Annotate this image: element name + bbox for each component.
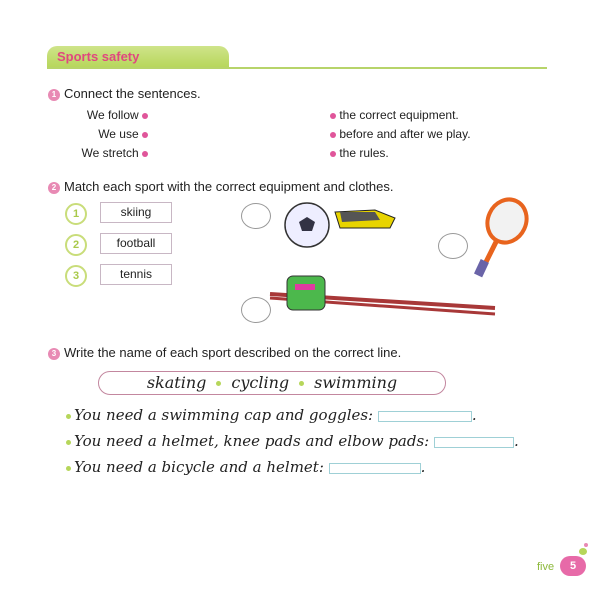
q1-number: 1 xyxy=(48,89,60,101)
sport-number-2: 2 xyxy=(65,234,87,256)
connect-dot[interactable] xyxy=(142,151,148,157)
q1-right-1[interactable]: the correct equipment. xyxy=(330,108,459,122)
answer-blank-1[interactable] xyxy=(378,411,472,422)
sport-box-skiing: skiing xyxy=(100,202,172,223)
q3-number: 3 xyxy=(48,348,60,360)
connect-dot[interactable] xyxy=(330,113,336,119)
q3-sentence-3: You need a bicycle and a helmet: . xyxy=(66,458,425,476)
q1-left-3[interactable]: We stretch xyxy=(38,146,148,160)
connect-dot[interactable] xyxy=(330,151,336,157)
page-title: Sports safety xyxy=(57,49,140,64)
sport-number-1: 1 xyxy=(65,203,87,225)
word-bank: skating cycling swimming xyxy=(98,371,446,395)
connect-dot[interactable] xyxy=(142,113,148,119)
sport-box-tennis: tennis xyxy=(100,264,172,285)
answer-oval-tennis[interactable] xyxy=(438,233,468,259)
answer-blank-2[interactable] xyxy=(434,437,514,448)
ski-boots-and-skis-icon xyxy=(265,270,505,320)
q1-right-3[interactable]: the rules. xyxy=(330,146,389,160)
answer-oval-football[interactable] xyxy=(241,203,271,229)
connect-dot[interactable] xyxy=(142,132,148,138)
football-and-boots-icon xyxy=(280,200,400,250)
q2-number: 2 xyxy=(48,182,60,194)
sport-number-3: 3 xyxy=(65,265,87,287)
decor-dot xyxy=(584,543,588,547)
q1-right-2[interactable]: before and after we play. xyxy=(330,127,471,141)
q1-left-2[interactable]: We use xyxy=(38,127,148,141)
sport-box-football: football xyxy=(100,233,172,254)
header-divider xyxy=(47,67,547,69)
page-word: five xyxy=(537,561,555,573)
q3-sentence-2: You need a helmet, knee pads and elbow pads: . xyxy=(66,432,519,450)
q1-title: 1 Connect the sentences. xyxy=(48,86,201,101)
q3-title: 3 Write the name of each sport described on the correct line. xyxy=(48,345,401,360)
q3-sentence-1: You need a swimming cap and goggles: . xyxy=(66,406,477,424)
decor-dot xyxy=(579,548,587,555)
q1-left-1[interactable]: We follow xyxy=(38,108,148,122)
q2-title: 2 Match each sport with the correct equipment and clothes. xyxy=(48,179,394,194)
connect-dot[interactable] xyxy=(330,132,336,138)
page-number: 5 xyxy=(560,556,586,576)
answer-blank-3[interactable] xyxy=(329,463,421,474)
